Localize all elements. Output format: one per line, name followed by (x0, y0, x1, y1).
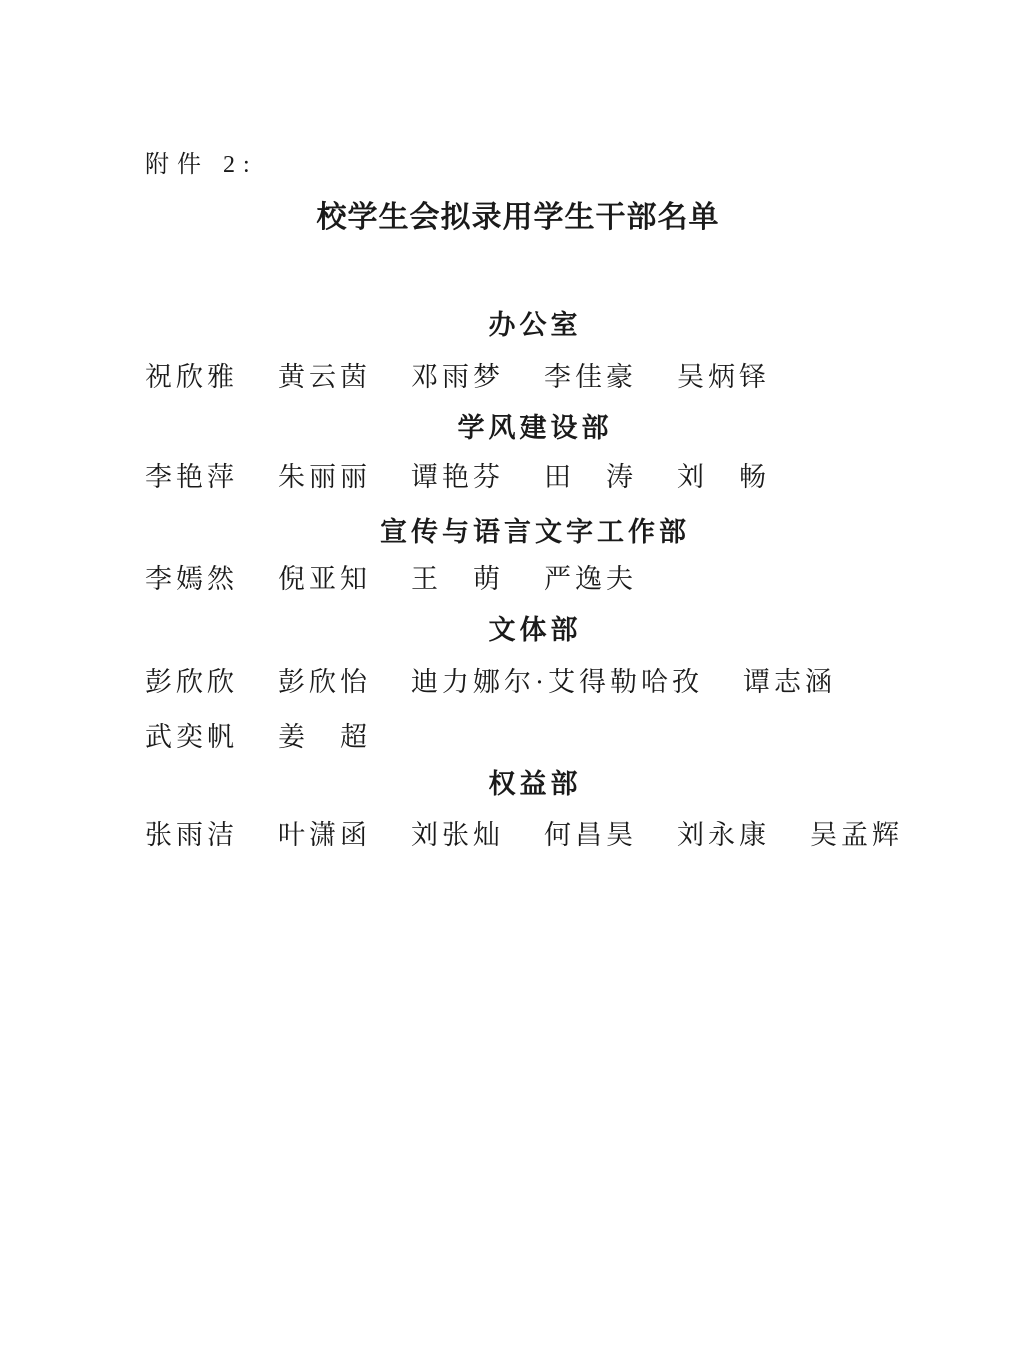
names-row (145, 660, 836, 699)
department-header-office: 办公室 (488, 310, 582, 340)
student-name: 邓雨梦 (411, 362, 504, 392)
student-name: 姜 超 (278, 722, 371, 752)
department-header-study-style: 学风建设部 (457, 413, 613, 443)
student-name: 谭艳芬 (411, 462, 504, 492)
student-name: 李佳豪 (544, 362, 637, 392)
student-name: 李艳萍 (145, 462, 238, 492)
student-name: 王 萌 (411, 564, 504, 594)
names-row (145, 557, 637, 596)
student-name: 严逸夫 (544, 564, 637, 594)
student-name: 张雨洁 (145, 820, 238, 850)
document-content (145, 0, 925, 1352)
names-row (145, 715, 371, 754)
student-name: 武奕帆 (145, 722, 238, 752)
student-name: 谭志涵 (743, 667, 836, 697)
student-name: 朱丽丽 (278, 462, 371, 492)
student-name: 刘张灿 (411, 820, 504, 850)
student-name: 迪力娜尔·艾得勒哈孜 (411, 667, 703, 697)
student-name: 李嫣然 (145, 564, 238, 594)
department-header-rights: 权益部 (488, 769, 582, 799)
names-row (145, 455, 770, 494)
student-name: 吴孟辉 (810, 820, 903, 850)
document-title: 校学生会拟录用学生干部名单 (316, 201, 720, 234)
department-header-culture-sports: 文体部 (488, 615, 582, 645)
names-row (145, 355, 770, 394)
student-name: 田 涛 (544, 462, 637, 492)
department-header-publicity-language: 宣传与语言文字工作部 (380, 517, 690, 547)
student-name: 叶潇函 (278, 820, 371, 850)
student-name: 彭欣怡 (278, 667, 371, 697)
student-name: 吴炳铎 (677, 362, 770, 392)
student-name: 彭欣欣 (145, 667, 238, 697)
student-name: 刘 畅 (677, 462, 770, 492)
student-name: 何昌昊 (544, 820, 637, 850)
student-name: 倪亚知 (278, 564, 371, 594)
names-row (145, 813, 903, 852)
student-name: 黄云茵 (278, 362, 371, 392)
student-name: 祝欣雅 (145, 362, 238, 392)
attachment-label: 附件 2: (145, 152, 258, 178)
student-name: 刘永康 (677, 820, 770, 850)
